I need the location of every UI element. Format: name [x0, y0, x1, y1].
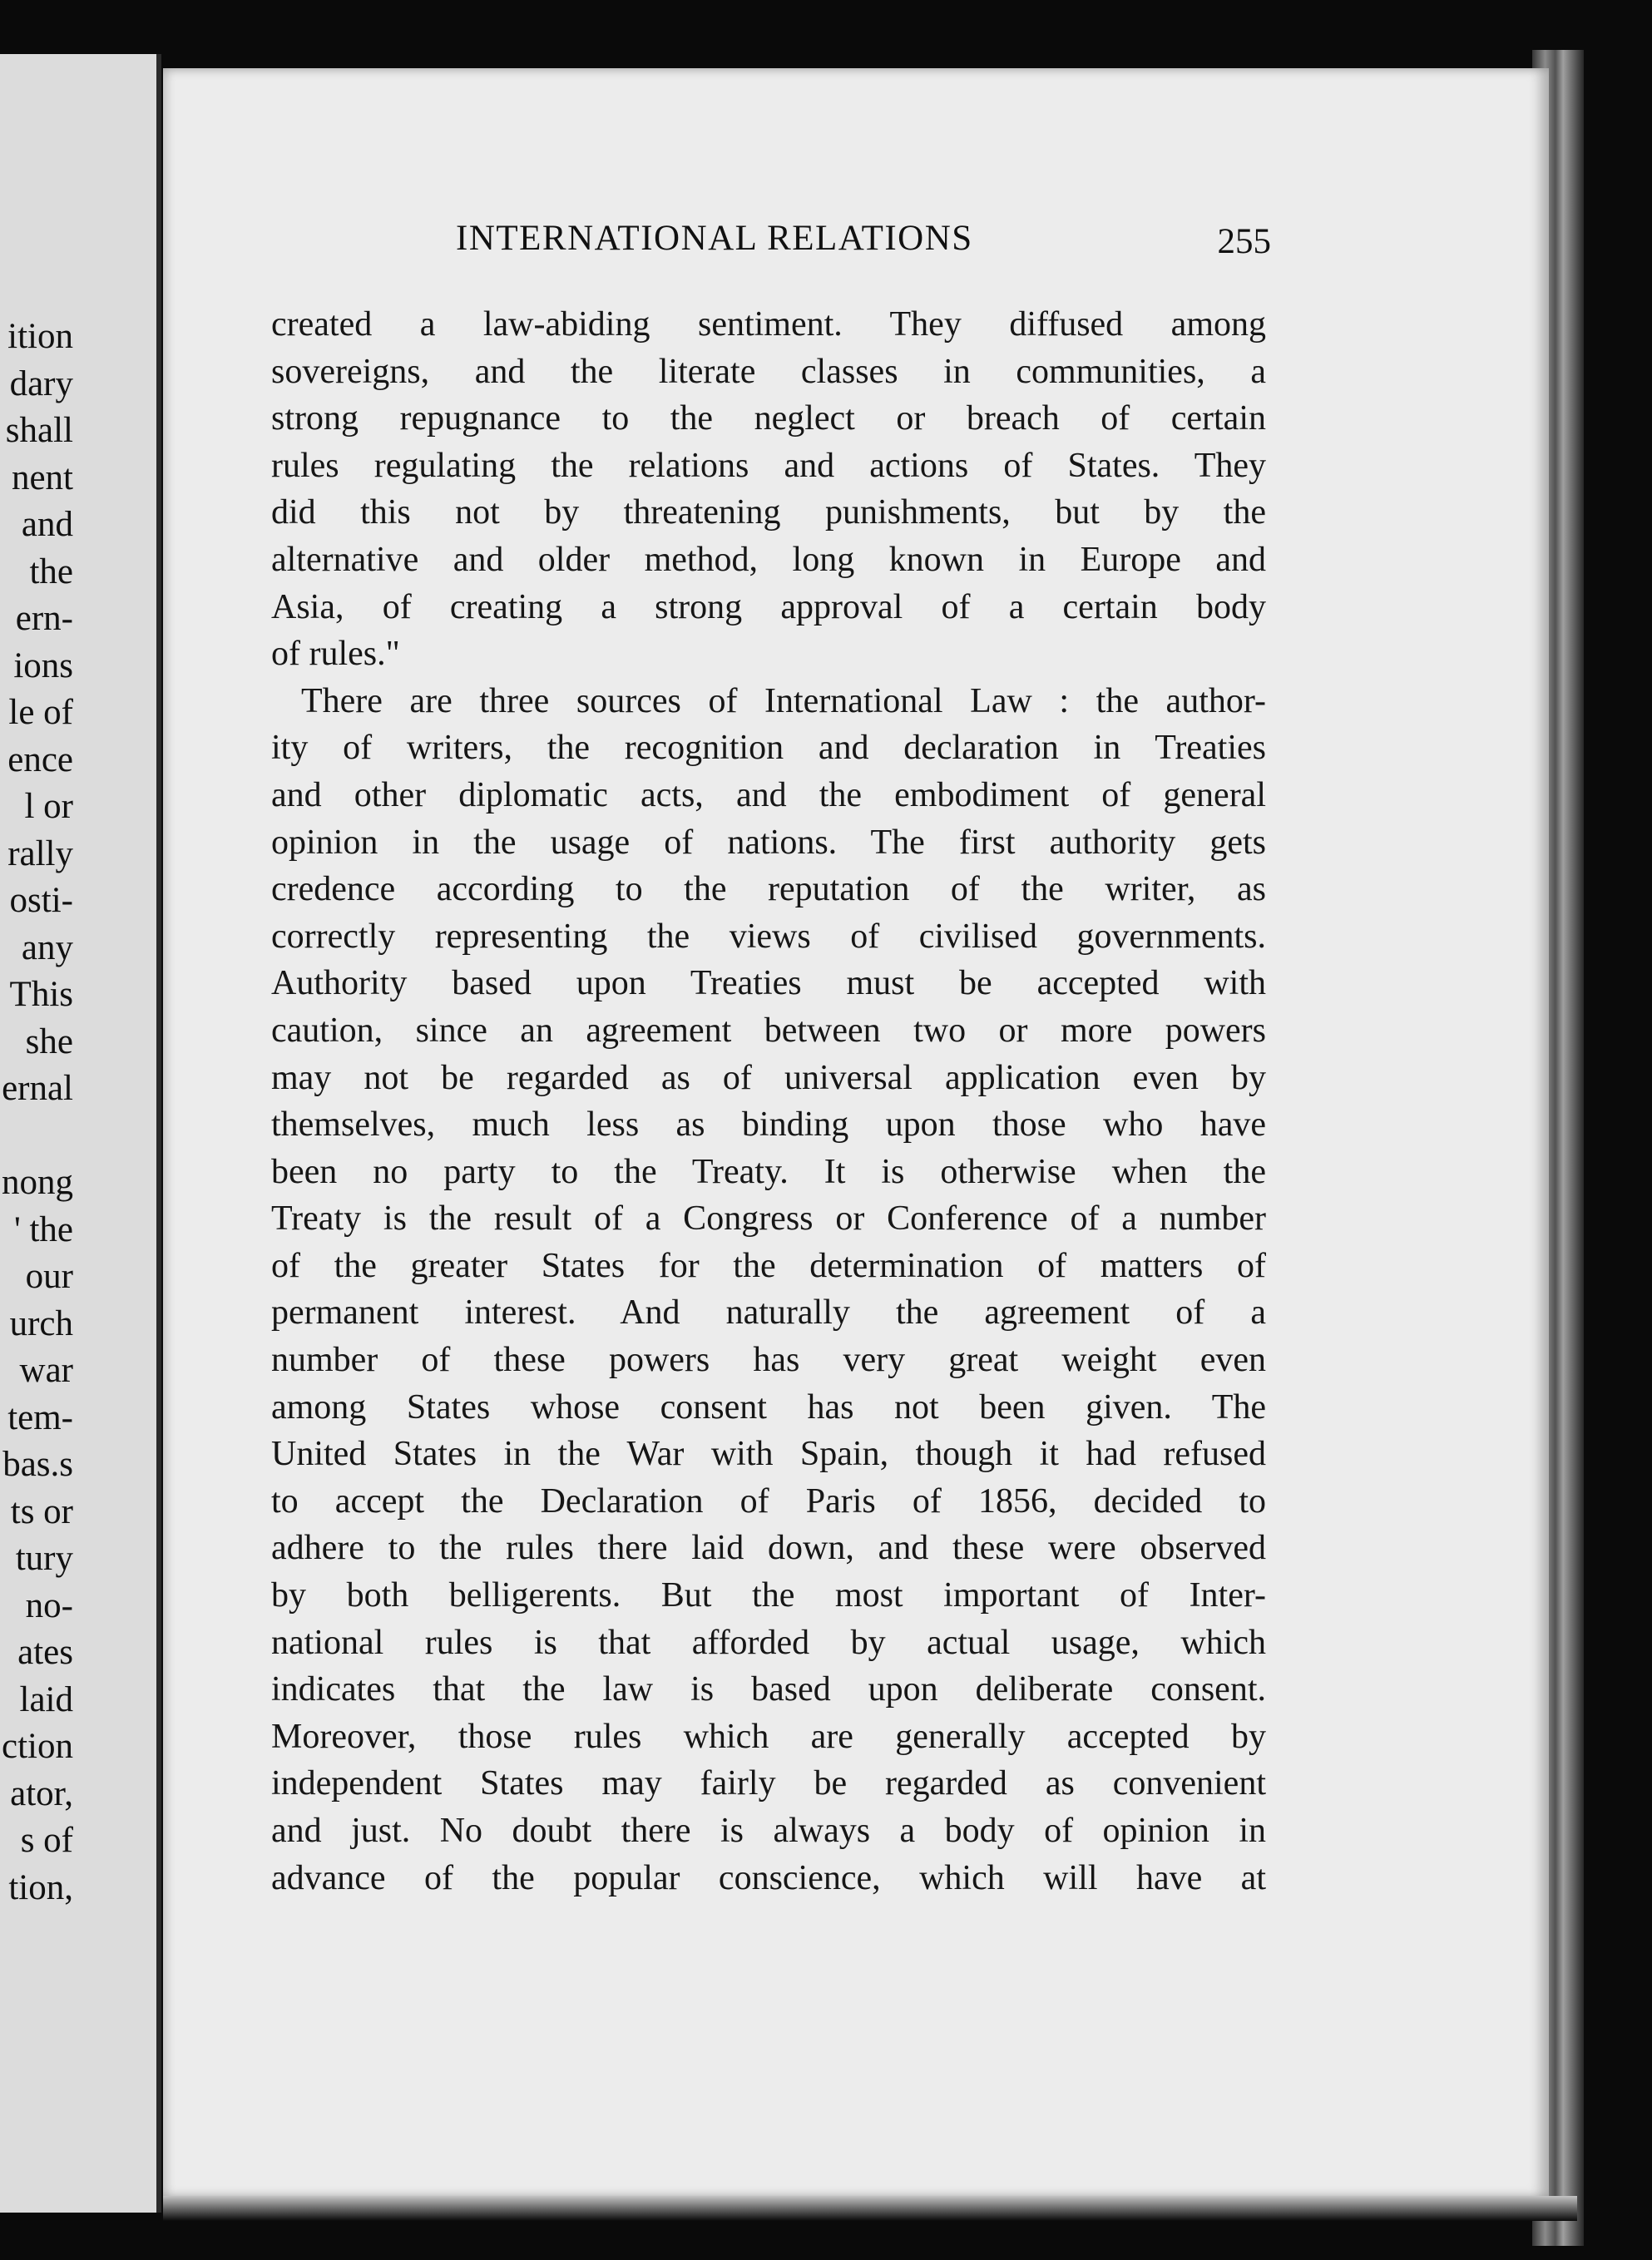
text-line: credence according to the reputation of the writer, as [271, 870, 1266, 909]
text-line: caution, since an agreement between two or more powers [271, 1011, 1266, 1050]
page-bottom-edge [163, 2196, 1577, 2221]
previous-page-line: any [21, 927, 73, 967]
text-line: by both belligerents. But the most important of Inter- [271, 1576, 1266, 1615]
previous-page-line-endings [0, 314, 73, 1911]
previous-page-line: nong [2, 1163, 73, 1202]
previous-page-line: dary [9, 363, 73, 403]
text-line: advance of the popular conscience, which will have at [271, 1858, 1266, 1897]
previous-page-line: and [21, 505, 73, 544]
text-line: rules regulating the relations and actions of States. They [271, 446, 1266, 485]
text-line: Treaty is the result of a Congress or Conference of a number [271, 1199, 1266, 1239]
previous-page-line: war [19, 1351, 73, 1390]
previous-page-line: ence [7, 739, 73, 779]
text-line: national rules is that afforded by actual usage, which [271, 1623, 1266, 1662]
previous-page-line: s of [20, 1821, 73, 1860]
previous-page-line: osti- [9, 881, 73, 920]
previous-page-line: rally [7, 833, 73, 873]
previous-page-line: nent [11, 457, 73, 497]
previous-page-line: ts or [10, 1491, 73, 1531]
body-text [271, 301, 1266, 1901]
previous-page-line [0, 1113, 73, 1160]
text-line: independent States may fairly be regarded as convenient [271, 1764, 1266, 1803]
previous-page-line: bas.s [2, 1445, 73, 1484]
previous-page-line: laid [19, 1679, 73, 1719]
text-line: There are three sources of International Law : the author- [301, 681, 1266, 720]
text-line: created a law-abiding sentiment. They diffused among [271, 305, 1266, 344]
previous-page-line: ator, [10, 1773, 73, 1813]
previous-page-line: shall [5, 411, 73, 450]
text-line: alternative and older method, long known in Europe and [271, 540, 1266, 579]
previous-page-line: the [29, 551, 73, 591]
text-line: ity of writers, the recognition and declaration in Treaties [271, 729, 1266, 768]
text-line: Moreover, those rules which are generally accepted by [271, 1717, 1266, 1756]
previous-page-line: tury [15, 1539, 73, 1578]
previous-page-line: ition [7, 317, 73, 356]
text-line: number of these powers has very great weight even [271, 1341, 1266, 1380]
text-line: Authority based upon Treaties must be accepted with [271, 964, 1266, 1003]
previous-page-line: ions [13, 645, 73, 685]
text-line: been no party to the Treaty. It is otherwise when the [271, 1152, 1266, 1191]
text-line: strong repugnance to the neglect or breach of certain [271, 399, 1266, 438]
previous-page-line: urch [9, 1303, 73, 1343]
text-line: themselves, much less as binding upon those who have [271, 1105, 1266, 1145]
text-line: may not be regarded as of universal application even by [271, 1058, 1266, 1097]
previous-page-line: le of [8, 693, 73, 732]
text-line: United States in the War with Spain, though it had refused [271, 1435, 1266, 1474]
text-line: sovereigns, and the literate classes in communities, a [271, 352, 1266, 391]
text-line: among States whose consent has not been given. The [271, 1387, 1266, 1427]
running-head [456, 218, 1271, 268]
text-line: opinion in the usage of nations. The first authority gets [271, 823, 1266, 862]
previous-page-line: our [25, 1257, 73, 1296]
previous-page-line: ' the [13, 1209, 73, 1249]
text-line: correctly representing the views of civilised governments. [271, 917, 1266, 956]
previous-page-line: no- [25, 1585, 73, 1625]
previous-page-line: l or [24, 787, 73, 826]
text-line: to accept the Declaration of Paris of 1856, decided to [271, 1481, 1266, 1521]
previous-page-line: ates [17, 1633, 73, 1672]
text-line: of rules." [271, 635, 400, 674]
previous-page-line: ern- [15, 599, 73, 638]
text-line: and just. No doubt there is always a body of opinion in [271, 1812, 1266, 1850]
text-line: Asia, of creating a strong approval of a certain body [271, 587, 1266, 626]
text-line: and other diplomatic acts, and the embodiment of general [271, 775, 1266, 814]
page-number: 255 [1217, 222, 1271, 261]
previous-page-line: ernal [2, 1069, 73, 1108]
previous-page-line: This [9, 975, 73, 1014]
text-line: indicates that the law is based upon deliberate consent. [271, 1670, 1266, 1709]
previous-page-fragment [0, 54, 161, 2213]
previous-page-line: tion, [8, 1867, 73, 1907]
previous-page-line: ction [2, 1727, 73, 1766]
previous-page-line: tem- [7, 1397, 73, 1437]
text-line: of the greater States for the determination of matters of [271, 1246, 1266, 1285]
text-line: adhere to the rules there laid down, and these were observed [271, 1529, 1266, 1568]
text-line: permanent interest. And naturally the agreement of a [271, 1293, 1266, 1333]
text-line: did this not by threatening punishments, but by the [271, 493, 1266, 532]
previous-page-line: she [25, 1021, 73, 1061]
running-head-title: INTERNATIONAL RELATIONS [456, 219, 973, 258]
